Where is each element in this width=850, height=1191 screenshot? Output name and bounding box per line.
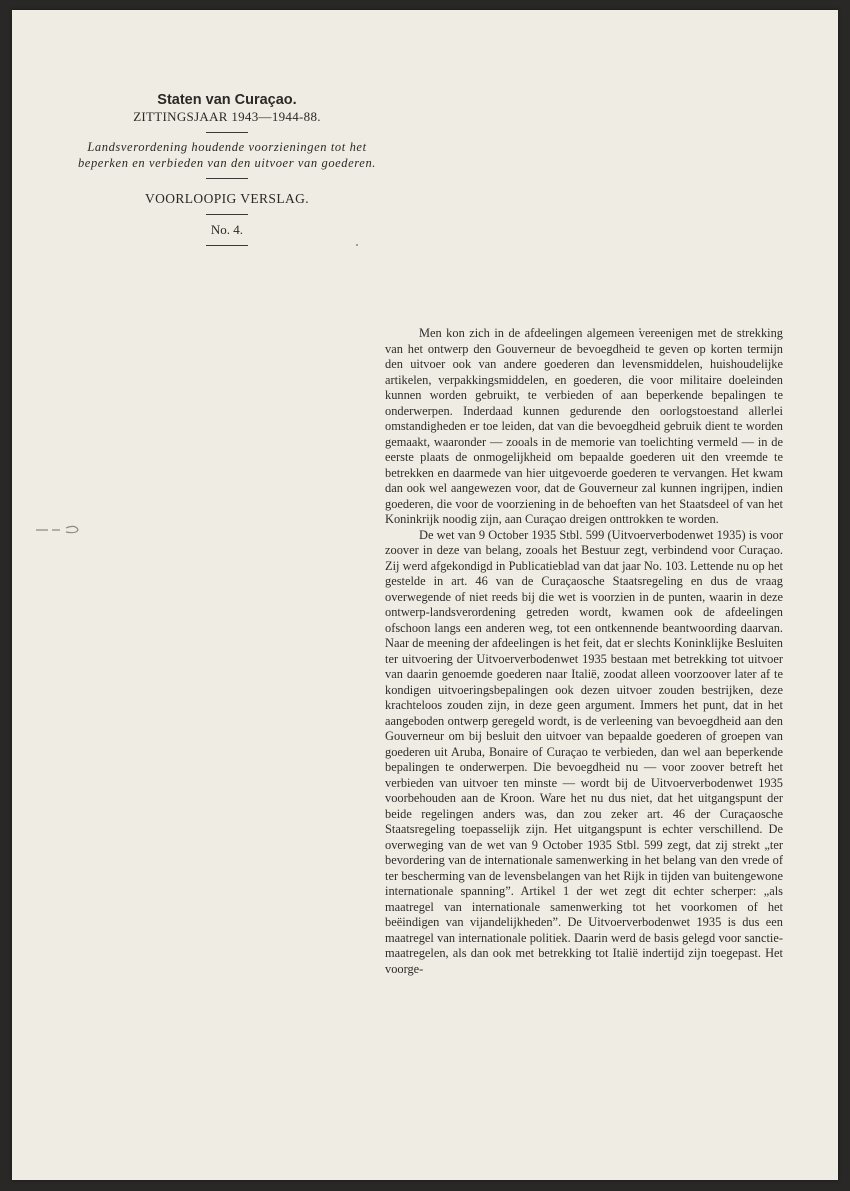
body-paragraph: Men kon zich in de afdeelingen algemeen vereenigen met de strekking van het ontwerp den Gouverneur de bevoegdheid te geven op korten termijn den uitvoer ook van andere goederen dan levensmiddelen, huishoudelijke artikelen, verpakkingsmiddelen, en goederen, die voor militaire doeleinden kunnen worden gebruikt, te verbieden of aan beperkende bepalingen te onderwerpen. Inderdaad kunnen gedurende den oorlogstoestand allerlei omstandigheden er toe leiden, dat van die bevoegdheid gebruik dient te worden gemaakt, waaronder — zooals in de memorie van toelichting vermeld — in de eerste plaats de onmogelijkheid om bepaalde goederen uit den vreemde te betrekken en daarmede van hier uitgevoerde goederen te vervangen. Het kwam dan ook wel aangewezen voor, dat de Gouverneur zal kunnen ingrijpen, indien goederen, die voor de voorziening in de behoeften van het Staatsdeel of van het Koninkrijk noodig zijn, aan Curaçao dreigen onttrokken te worden. [385, 326, 783, 526]
document-header [72, 92, 382, 253]
session-year: ZITTINGSJAAR 1943—1944-88. [133, 109, 321, 124]
divider [206, 245, 248, 246]
ordinance-subject: Landsverordening houdende voorzieningen tot het beperken en verbieden van den uitvoer van goederen. [77, 140, 377, 170]
divider [206, 214, 248, 215]
document-page [12, 10, 838, 1180]
document-number: No. 4. [210, 222, 244, 237]
report-type: VOORLOOPIG VERSLAG. [144, 191, 310, 206]
paper-speck [356, 244, 358, 246]
body-paragraph: De wet van 9 October 1935 Stbl. 599 (Uitvoerverbodenwet 1935) is voor zoover in deze van belang, zooals het Bestuur zegt, verbindend voor Curaçao. Zij werd afgekondigd in Publicatieblad van dat jaar No. 103. Lettende nu op het gestelde in art. 46 van de Curaçaosche Staatsregeling en dus de vraag overwegende of niet reeds bij die wet is voorzien in de punten, waarin in deze ontwerp-landsverordening getreden wordt, kwamen ook de afdeelingen ofschoon langs een anderen weg, tot een ontkennende beantwoording daarvan. Naar de meening der afdeelingen is het feit, dat er slechts Koninklijke Besluiten ter uitvoering der Uitvoerverbodenwet 1935 bestaan met betrekking tot uitvoer van daarin genoemde goederen naar Italië, zoodat alleen voorzoover later af te kondigen uitvoeringsbepalingen ook dezen uitvoer zouden bestrijken, deze krachteloos zouden zijn, in deze geen argument. Immers het punt, dat in het aangeboden ontwerp geregeld wordt, is de verleening van bevoegdheid aan den Gouverneur om bij besluit den uitvoer van bepaalde goederen of groepen van goederen uit Aruba, Bonaire of Curaçao te verbieden, dan wel aan beperkende bepalingen te onderwerpen. Die bevoegdheid nu — voor zoover betreft het verbieden van uitvoer ten minste — wordt bij de Uitvoerverbodenwet 1935 voorbehouden aan de Kroon. Ware het nu dus niet, dat het uitgangspunt der beide regelingen anders was, dan zou zeker art. 46 der Curaçaosche Staatsregeling toepasselijk zijn. Het uitgangspunt is echter verschillend. De overweging van de wet van 9 October 1935 Stbl. 599 zegt, dat zij strekt „ter bevordering van de internationale samenwerking in het belang van den vrede of ter bescherming van de levensbelangen van het Rijk in tijden van buitengewone internationale spanning”. Artikel 1 der wet zegt dit echter scherper: „als maatregel van internationale samenwerking tot het voorkomen of het beëindigen van vijandelijkheden”. De Uitvoerverbodenwet 1935 is dus een maatregel van internationale politiek. Daarin werd de basis gelegd voor sanctie-maatregelen, als dan ook met betrekking tot Italië indertijd zijn toegepast. Het voorge- [385, 527, 783, 976]
divider [206, 132, 248, 133]
parliament-title: Staten van Curaçao. [157, 92, 297, 108]
margin-pencil-mark [34, 522, 82, 536]
divider [206, 178, 248, 179]
report-body [385, 326, 783, 977]
